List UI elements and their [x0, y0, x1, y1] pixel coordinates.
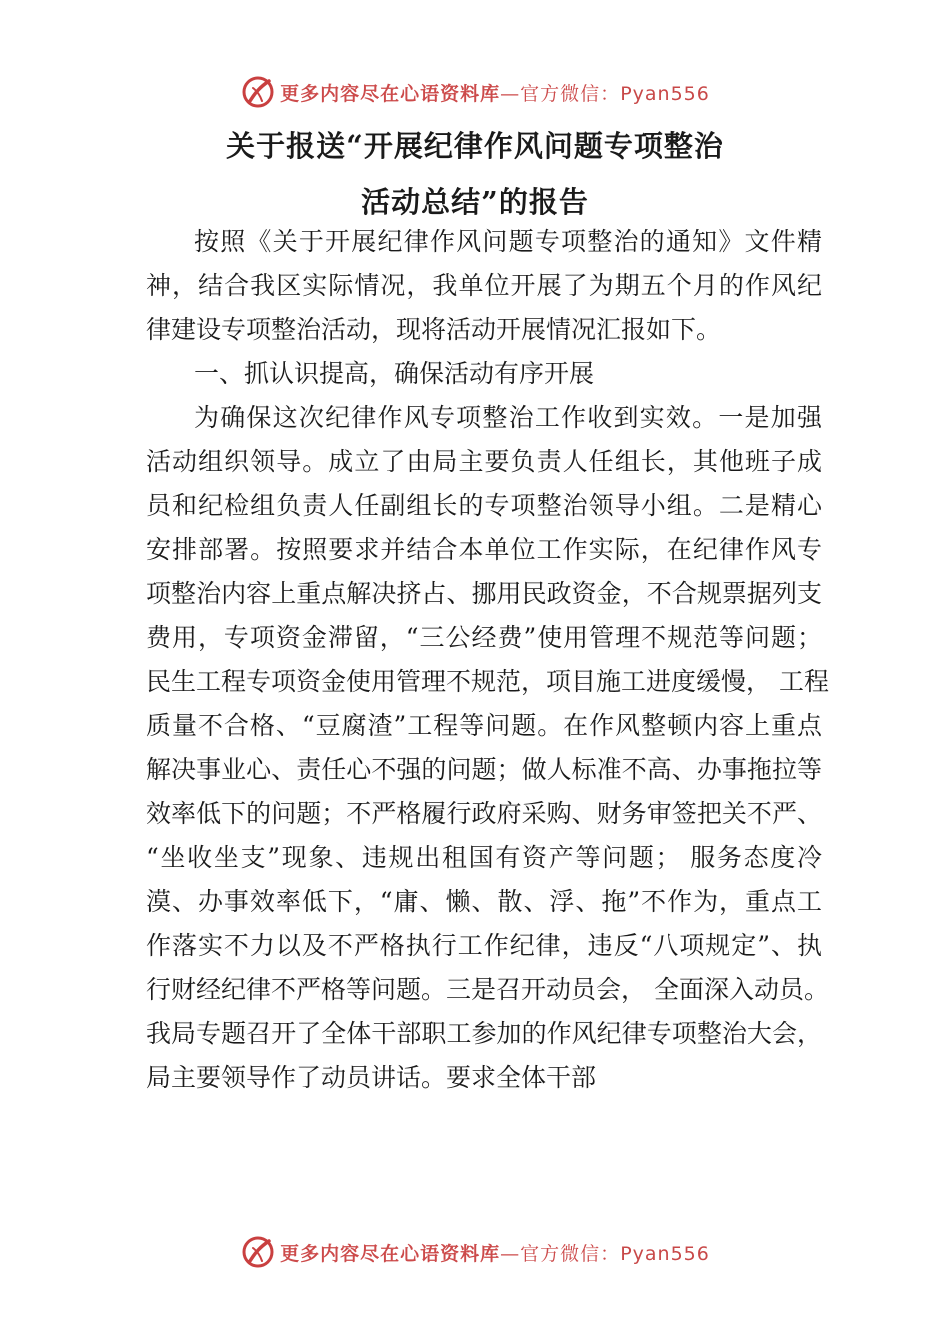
body-line: 律建设专项整治活动，现将活动开展情况汇报如下。 — [146, 315, 722, 344]
watermark-main: 更多内容尽在心语资料库 — [280, 1242, 501, 1265]
body-line: “坐收坐支”现象、违规出租国有资产等问题； 服务态度冷 — [146, 843, 822, 872]
watermark-text — [280, 1239, 710, 1266]
section-heading: 一、抓认识提高，确保活动有序开展 — [194, 359, 595, 388]
body-line: 费用，专项资金滞留，“三公经费”使用管理不规范等问题； — [146, 623, 822, 652]
body-line: 行财经纪律不严格等问题。三是召开动员会， 全面深入动员。 — [146, 975, 829, 1004]
body-line: 安排部署。按照要求并结合本单位工作实际，在纪律作风专 — [146, 535, 822, 564]
title-line-2: 活动总结”的报告 — [361, 185, 589, 219]
body-line: 局主要领导作了动员讲话。要求全体干部 — [146, 1063, 597, 1092]
body-line: 我局专题召开了全体干部职工参加的作风纪律专项整治大会， — [146, 1019, 822, 1048]
watermark-text — [280, 79, 710, 106]
brush-logo-icon — [240, 74, 276, 110]
title-line-1: 关于报送“开展纪律作风问题专项整治 — [226, 129, 724, 163]
watermark-banner-top — [0, 72, 950, 112]
body-line: 项整治内容上重点解决挤占、挪用民政资金，不合规票据列支 — [146, 579, 822, 608]
body-line: 质量不合格、“豆腐渣”工程等问题。在作风整顿内容上重点 — [146, 711, 822, 740]
document-body — [146, 220, 829, 1100]
body-line: 效率低下的问题；不严格履行政府采购、财务审签把关不严、 — [146, 799, 822, 828]
body-line: 民生工程专项资金使用管理不规范，项目施工进度缓慢， 工程 — [146, 667, 829, 696]
watermark-banner-bottom — [0, 1232, 950, 1272]
document-title — [0, 118, 950, 230]
watermark-sub: —官方微信： — [500, 1242, 621, 1265]
body-line: 解决事业心、责任心不强的问题；做人标准不高、办事拖拉等 — [146, 755, 822, 784]
body-line: 神，结合我区实际情况，我单位开展了为期五个月的作风纪 — [146, 271, 822, 300]
watermark-id: Pyan556 — [620, 82, 710, 105]
body-line: 作落实不力以及不严格执行工作纪律，违反“八项规定”、执 — [146, 931, 822, 960]
watermark-id: Pyan556 — [620, 1242, 710, 1265]
watermark-main: 更多内容尽在心语资料库 — [280, 82, 501, 105]
watermark-sub: —官方微信： — [500, 82, 621, 105]
body-line: 漠、办事效率低下，“庸、懒、散、浮、拖”不作为，重点工 — [146, 887, 822, 916]
body-line: 员和纪检组负责人任副组长的专项整治领导小组。二是精心 — [146, 491, 822, 520]
brush-logo-icon — [240, 1234, 276, 1270]
body-line: 活动组织领导。成立了由局主要负责人任组长，其他班子成 — [146, 447, 822, 476]
body-line: 为确保这次纪律作风专项整治工作收到实效。一是加强 — [194, 403, 822, 432]
body-line: 按照《关于开展纪律作风问题专项整治的通知》文件精 — [194, 227, 822, 256]
